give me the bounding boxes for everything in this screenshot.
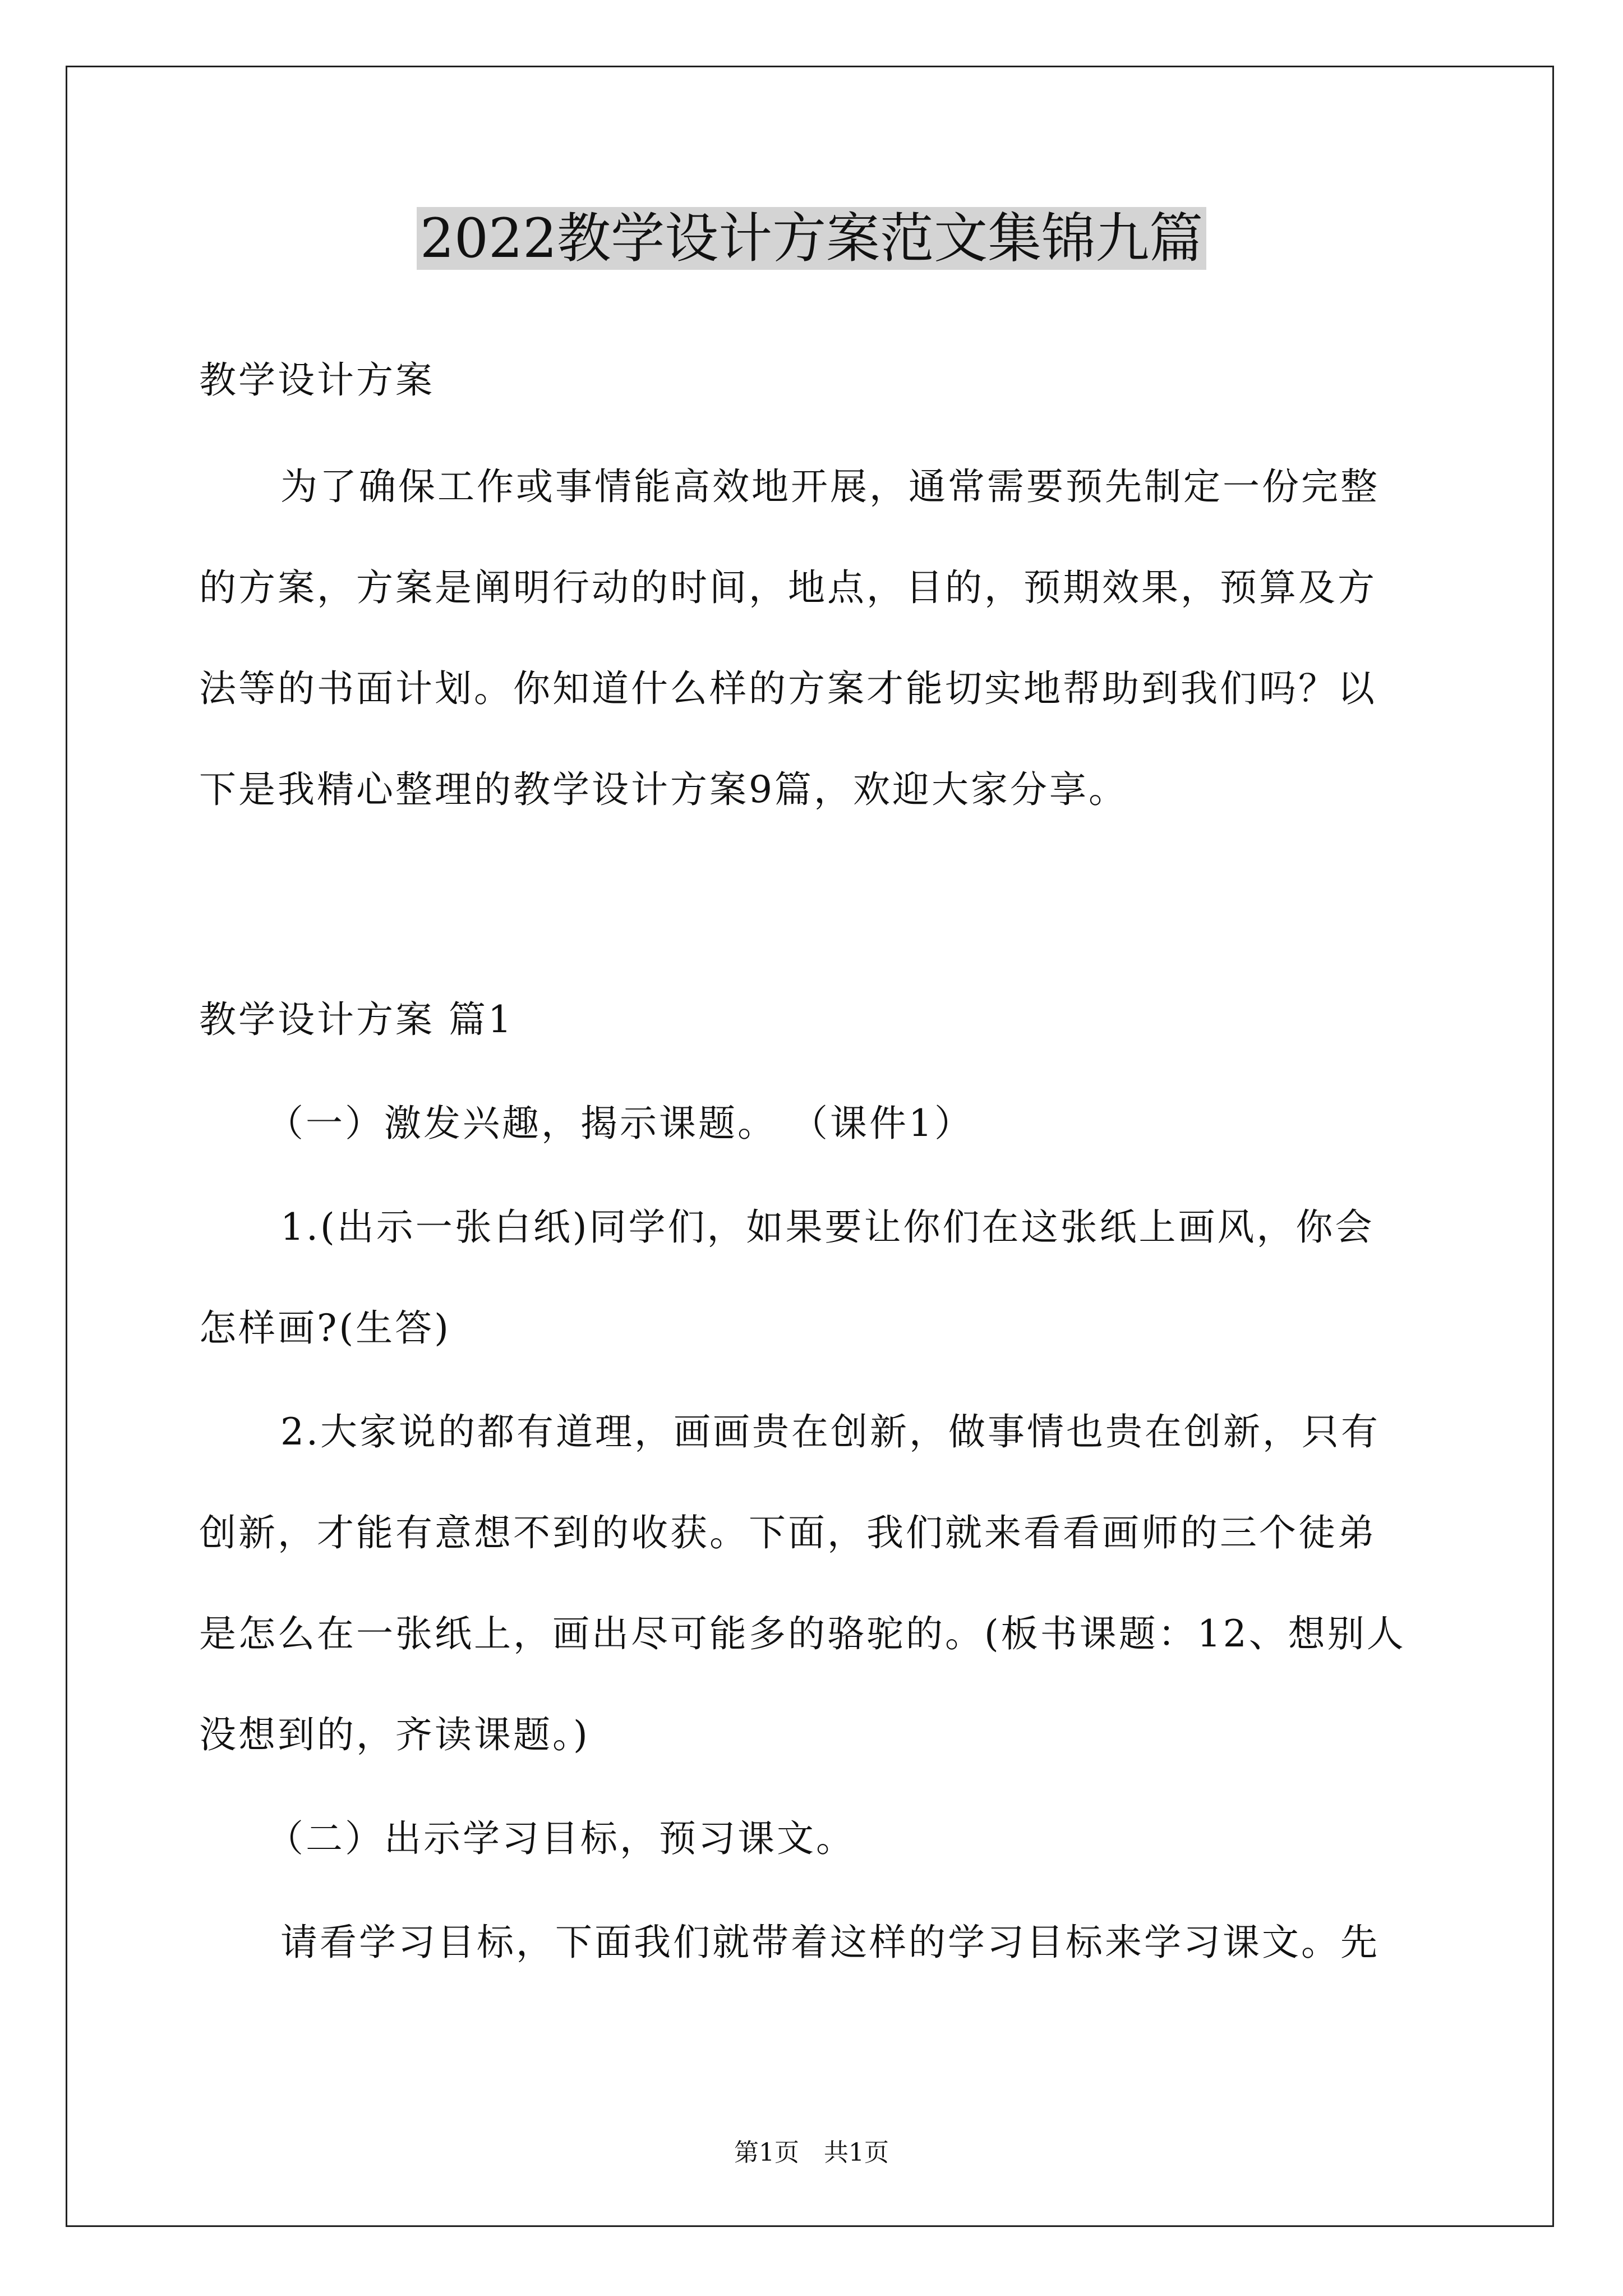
- page-footer: 第1页 共1页: [734, 2138, 889, 2167]
- intro-heading: 教学设计方案: [199, 358, 435, 402]
- section-line-1: （一）激发兴趣，揭示课题。 （课件1）: [266, 1102, 974, 1145]
- document-title-text: 2022教学设计方案范文集锦九篇: [417, 207, 1206, 270]
- intro-line-2: 的方案，方案是阐明行动的时间，地点，目的，预期效果，预算及方: [199, 566, 1377, 609]
- section-heading: 教学设计方案 篇1: [199, 998, 514, 1041]
- intro-line-4: 下是我精心整理的教学设计方案9篇，欢迎大家分享。: [199, 768, 1128, 811]
- document-title: [0, 196, 1623, 280]
- intro-line-1: 为了确保工作或事情能高效地开展，通常需要预先制定一份完整: [280, 465, 1380, 508]
- section-line-2: 1.(出示一张白纸)同学们，如果要让你们在这张纸上画风，你会: [280, 1205, 1375, 1249]
- section-line-5: 创新，才能有意想不到的收获。下面，我们就来看看画师的三个徒弟: [199, 1511, 1377, 1554]
- intro-line-3: 法等的书面计划。你知道什么样的方案才能切实地帮助到我们吗？以: [199, 667, 1377, 710]
- section-line-3: 怎样画?(生答): [199, 1306, 451, 1350]
- section-line-7: 没想到的，齐读课题。): [199, 1713, 590, 1756]
- section-line-4: 2.大家说的都有道理，画画贵在创新，做事情也贵在创新，只有: [280, 1410, 1380, 1453]
- section-line-8: （二）出示学习目标，预习课文。: [266, 1817, 855, 1860]
- section-line-9: 请看学习目标，下面我们就带着这样的学习目标来学习课文。先: [280, 1921, 1380, 1964]
- section-line-6: 是怎么在一张纸上，画出尽可能多的骆驼的。(板书课题：12、想别人: [199, 1612, 1406, 1655]
